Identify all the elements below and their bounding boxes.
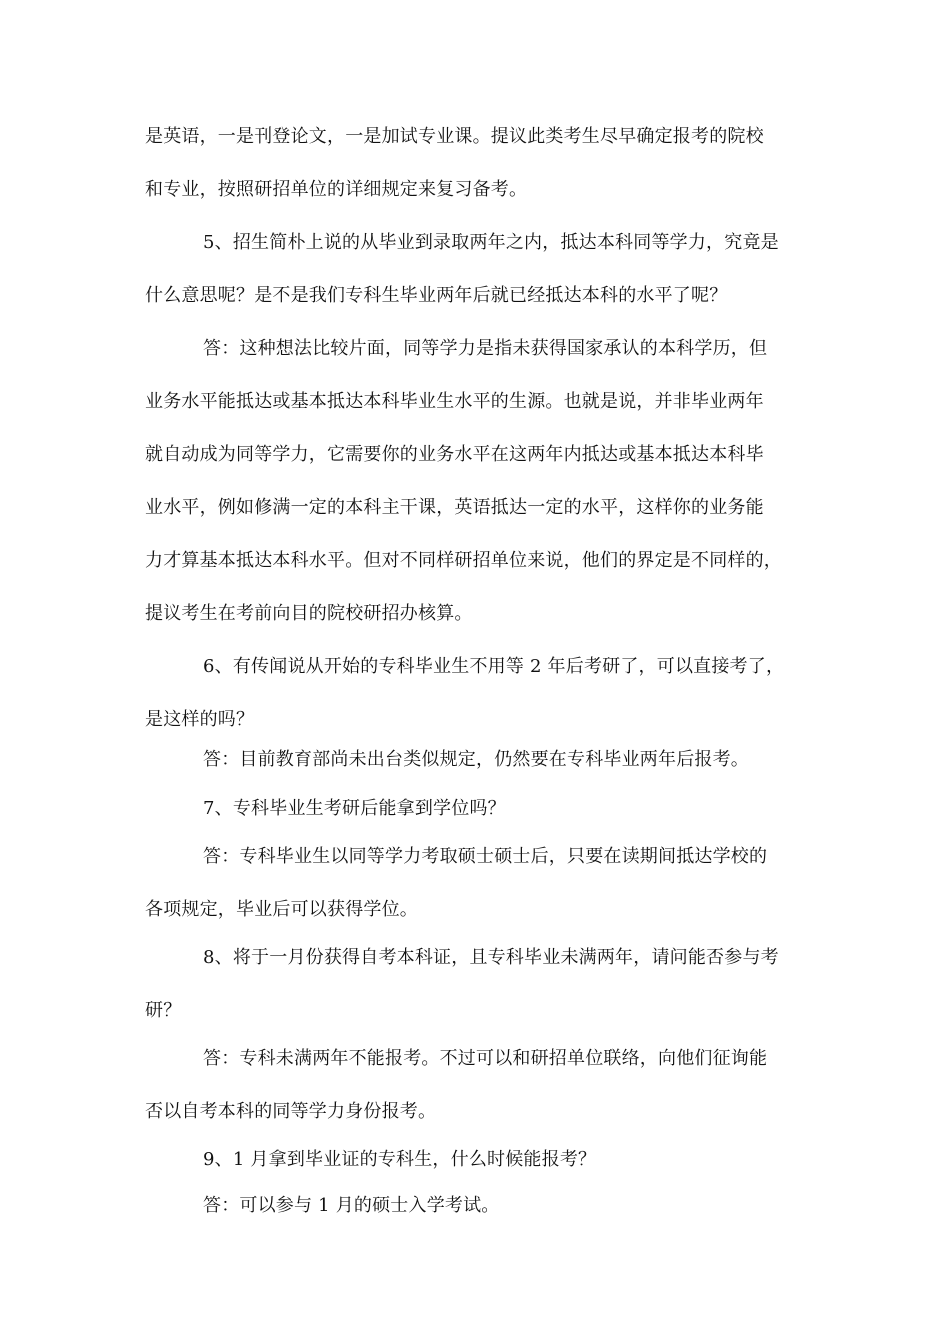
answer-8-line-1: 答：专科未满两年不能报考。不过可以和研招单位联络，向他们征询能: [203, 1048, 768, 1069]
answer-7-line-1: 答：专科毕业生以同等学力考取硕士硕士后，只要在读期间抵达学校的: [203, 846, 768, 867]
answer-5-line-2: 业务水平能抵达或基本抵达本科毕业生水平的生源。也就是说，并非毕业两年: [145, 391, 764, 412]
question-8-line-1: 8、将于一月份获得自考本科证，且专科毕业未满两年，请问能否参与考: [203, 947, 779, 968]
question-8-line-2: 研？: [145, 1000, 182, 1021]
answer-8-line-2: 否以自考本科的同等学力身份报考。: [145, 1101, 437, 1122]
question-6-line-2: 是这样的吗？: [145, 709, 255, 730]
question-5-line-2: 什么意思呢？是不是我们专科生毕业两年后就已经抵达本科的水平了呢？: [145, 285, 728, 306]
question-6-line-1: 6、有传闻说从开始的专科毕业生不用等 2 年后考研了，可以直接考了，: [203, 656, 785, 677]
answer-5-line-3: 就自动成为同等学力，它需要你的业务水平在这两年内抵达或基本抵达本科毕: [145, 444, 764, 465]
answer-7-line-2: 各项规定，毕业后可以获得学位。: [145, 899, 418, 920]
question-9-line-1: 9、1 月拿到毕业证的专科生，什么时候能报考？: [203, 1149, 597, 1170]
answer-5-line-6: 提议考生在考前向目的院校研招办核算。: [145, 603, 473, 624]
answer-5-line-5: 力才算基本抵达本科水平。但对不同样研招单位来说，他们的界定是不同样的，: [145, 550, 782, 571]
question-5-line-1: 5、招生简朴上说的从毕业到录取两年之内，抵达本科同等学力，究竟是: [203, 232, 779, 253]
question-7-line-1: 7、专科毕业生考研后能拿到学位吗？: [203, 798, 506, 819]
answer-5-line-4: 业水平，例如修满一定的本科主干课，英语抵达一定的水平，这样你的业务能: [145, 497, 764, 518]
text-line-2: 和专业，按照研招单位的详细规定来复习备考。: [145, 179, 528, 200]
text-line-1: 是英语，一是刊登论文，一是加试专业课。提议此类考生尽早确定报考的院校: [145, 126, 764, 147]
answer-6-line-1: 答：目前教育部尚未出台类似规定，仍然要在专科毕业两年后报考。: [203, 749, 749, 770]
answer-9-line-1: 答：可以参与 1 月的硕士入学考试。: [203, 1195, 500, 1216]
answer-5-line-1: 答：这种想法比较片面，同等学力是指未获得国家承认的本科学历，但: [203, 338, 768, 359]
